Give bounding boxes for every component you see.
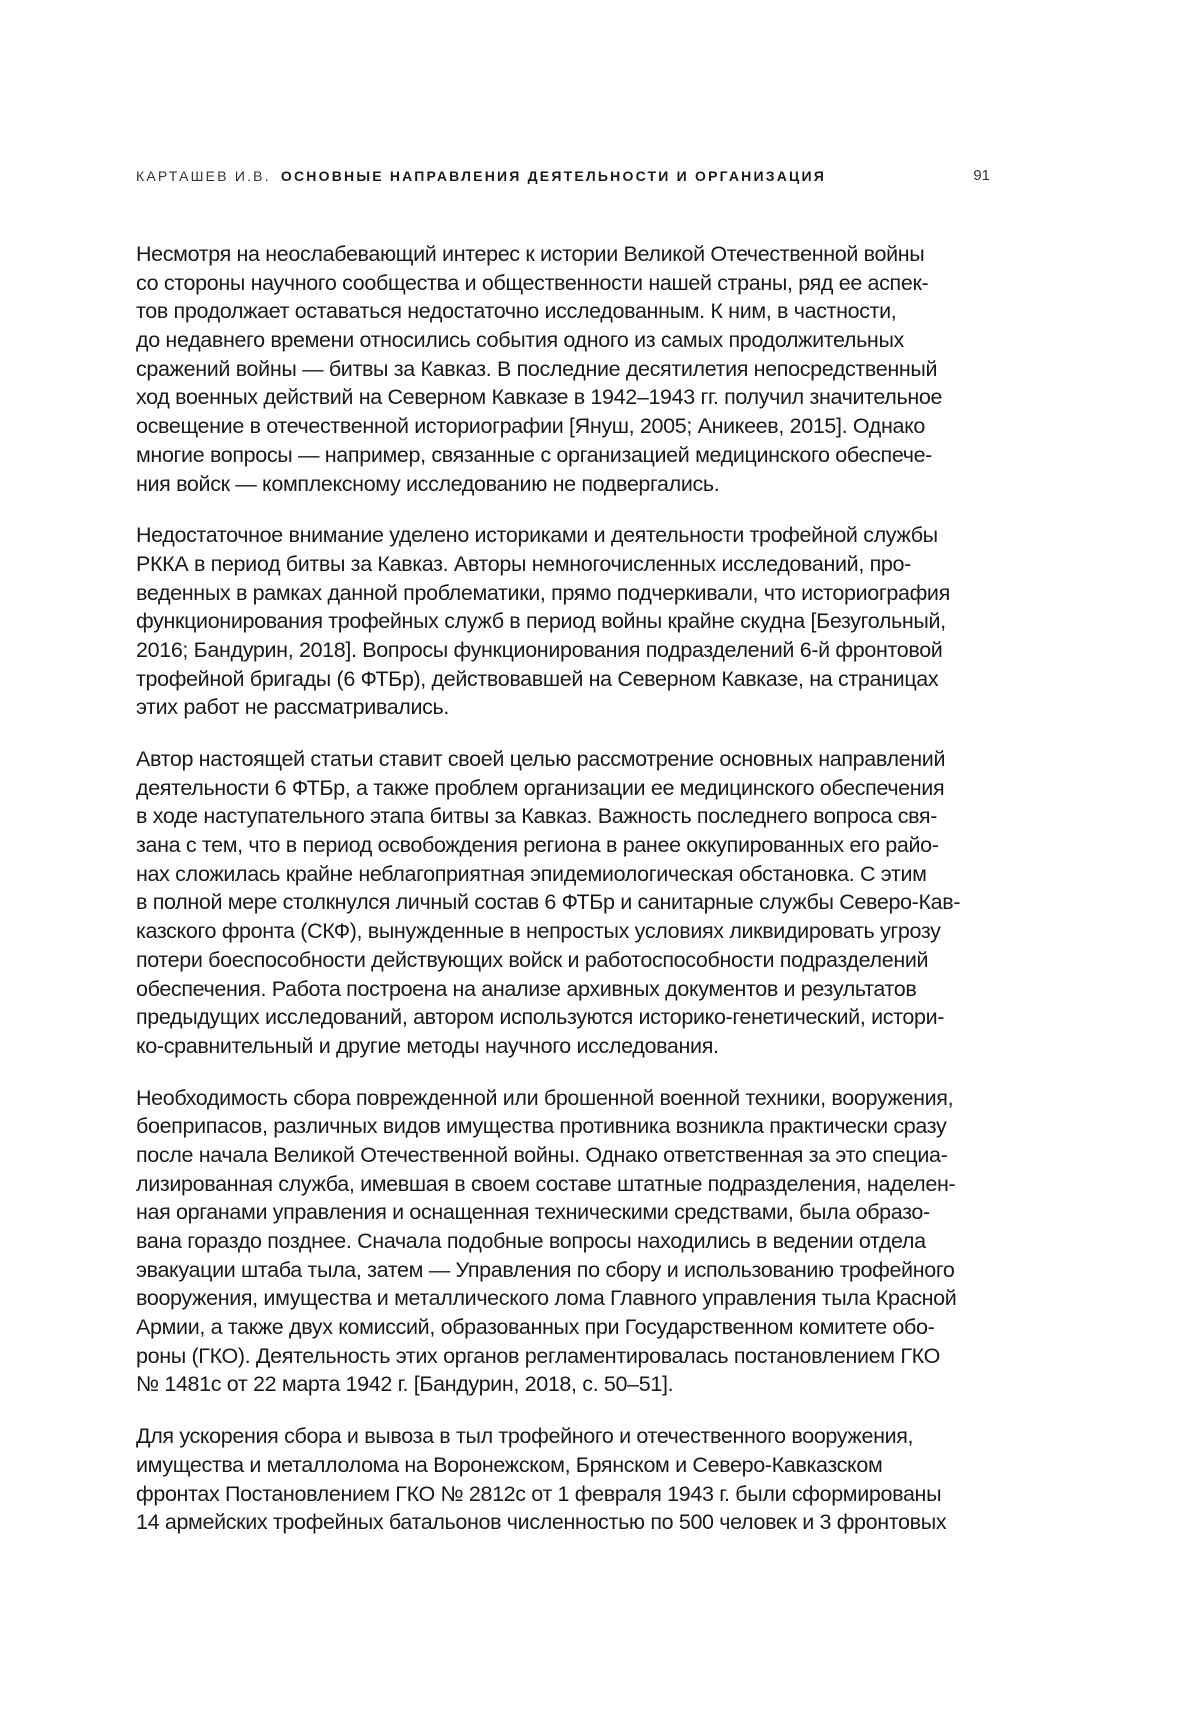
text-line: Для ускорения сбора и вывоза в тыл трофейного и отечественного вооружения, bbox=[136, 1422, 990, 1451]
paragraph-4 bbox=[136, 1084, 990, 1400]
text-line: ния войск — комплексному исследованию не подвергались. bbox=[136, 470, 990, 499]
text-line: многие вопросы — например, связанные с организацией медицинского обеспече- bbox=[136, 441, 990, 470]
running-header bbox=[136, 165, 990, 187]
text-line: Несмотря на неослабевающий интерес к истории Великой Отечественной войны bbox=[136, 240, 990, 269]
page-number: 91 bbox=[973, 165, 990, 187]
text-line: этих работ не рассматривались. bbox=[136, 693, 990, 722]
text-line: веденных в рамках данной проблематики, прямо подчеркивали, что историография bbox=[136, 579, 990, 608]
text-line: вооружения, имущества и металлического лома Главного управления тыла Красной bbox=[136, 1284, 990, 1313]
text-line: в полной мере столкнулся личный состав 6 ФТБр и санитарные службы Северо-Кав- bbox=[136, 888, 990, 917]
text-line: боеприпасов, различных видов имущества противника возникла практически сразу bbox=[136, 1112, 990, 1141]
text-line: после начала Великой Отечественной войны. Однако ответственная за это специа- bbox=[136, 1141, 990, 1170]
text-line: до недавнего времени относились события одного из самых продолжительных bbox=[136, 326, 990, 355]
text-line: ная органами управления и оснащенная техническими средствами, была образо- bbox=[136, 1198, 990, 1227]
text-line: со стороны научного сообщества и общественности нашей страны, ряд ее аспек- bbox=[136, 269, 990, 298]
header-article-title: ОСНОВНЫЕ НАПРАВЛЕНИЯ ДЕЯТЕЛЬНОСТИ И ОРГАНИЗАЦИЯ bbox=[281, 168, 826, 184]
paragraph-2 bbox=[136, 521, 990, 722]
text-line: Армии, а также двух комиссий, образованных при Государственном комитете обо- bbox=[136, 1313, 990, 1342]
paragraph-5 bbox=[136, 1422, 990, 1537]
text-line: фронтах Постановлением ГКО № 2812с от 1 февраля 1943 г. были сформированы bbox=[136, 1480, 990, 1509]
text-line: зана с тем, что в период освобождения региона в ранее оккупированных его райо- bbox=[136, 831, 990, 860]
text-line: эвакуации штаба тыла, затем — Управления по сбору и использованию трофейного bbox=[136, 1256, 990, 1285]
paragraph-1 bbox=[136, 240, 990, 498]
text-line: в ходе наступательного этапа битвы за Кавказ. Важность последнего вопроса свя- bbox=[136, 802, 990, 831]
text-line: ко-сравнительный и другие методы научного исследования. bbox=[136, 1032, 990, 1061]
text-line: освещение в отечественной историографии [Януш, 2005; Аникеев, 2015]. Однако bbox=[136, 412, 990, 441]
paragraph-3 bbox=[136, 745, 990, 1061]
text-line: нах сложилась крайне неблагоприятная эпидемиологическая обстановка. С этим bbox=[136, 860, 990, 889]
text-line: 14 армейских трофейных батальонов численностью по 500 человек и 3 фронтовых bbox=[136, 1508, 990, 1537]
text-line: роны (ГКО). Деятельность этих органов регламентировалась постановлением ГКО bbox=[136, 1342, 990, 1371]
text-line: предыдущих исследований, автором используются историко-генетический, истори- bbox=[136, 1003, 990, 1032]
text-line: потери боеспособности действующих войск и работоспособности подразделений bbox=[136, 946, 990, 975]
text-line: Недостаточное внимание уделено историками и деятельности трофейной службы bbox=[136, 521, 990, 550]
text-line: 2016; Бандурин, 2018]. Вопросы функционирования подразделений 6-й фронтовой bbox=[136, 636, 990, 665]
text-line: № 1481с от 22 марта 1942 г. [Бандурин, 2018, с. 50–51]. bbox=[136, 1370, 990, 1399]
text-line: имущества и металлолома на Воронежском, Брянском и Северо-Кавказском bbox=[136, 1451, 990, 1480]
text-line: трофейной бригады (6 ФТБр), действовавшей на Северном Кавказе, на страницах bbox=[136, 665, 990, 694]
text-line: деятельности 6 ФТБр, а также проблем организации ее медицинского обеспечения bbox=[136, 774, 990, 803]
text-line: ход военных действий на Северном Кавказе в 1942–1943 гг. получил значительное bbox=[136, 383, 990, 412]
text-line: Необходимость сбора поврежденной или брошенной военной техники, вооружения, bbox=[136, 1084, 990, 1113]
text-line: Автор настоящей статьи ставит своей целью рассмотрение основных направлений bbox=[136, 745, 990, 774]
article-body bbox=[136, 240, 990, 1560]
text-line: лизированная служба, имевшая в своем составе штатные подразделения, наделен- bbox=[136, 1170, 990, 1199]
text-line: функционирования трофейных служб в период войны крайне скудна [Безугольный, bbox=[136, 607, 990, 636]
text-line: обеспечения. Работа построена на анализе архивных документов и результатов bbox=[136, 975, 990, 1004]
text-line: вана гораздо позднее. Сначала подобные вопросы находились в ведении отдела bbox=[136, 1227, 990, 1256]
text-line: РККА в период битвы за Кавказ. Авторы немногочисленных исследований, про- bbox=[136, 550, 990, 579]
text-line: казского фронта (СКФ), вынужденные в непростых условиях ликвидировать угрозу bbox=[136, 917, 990, 946]
text-line: тов продолжает оставаться недостаточно исследованным. К ним, в частности, bbox=[136, 297, 990, 326]
header-author: КАРТАШЕВ И.В. bbox=[136, 168, 271, 184]
text-line: сражений войны — битвы за Кавказ. В последние десятилетия непосредственный bbox=[136, 355, 990, 384]
